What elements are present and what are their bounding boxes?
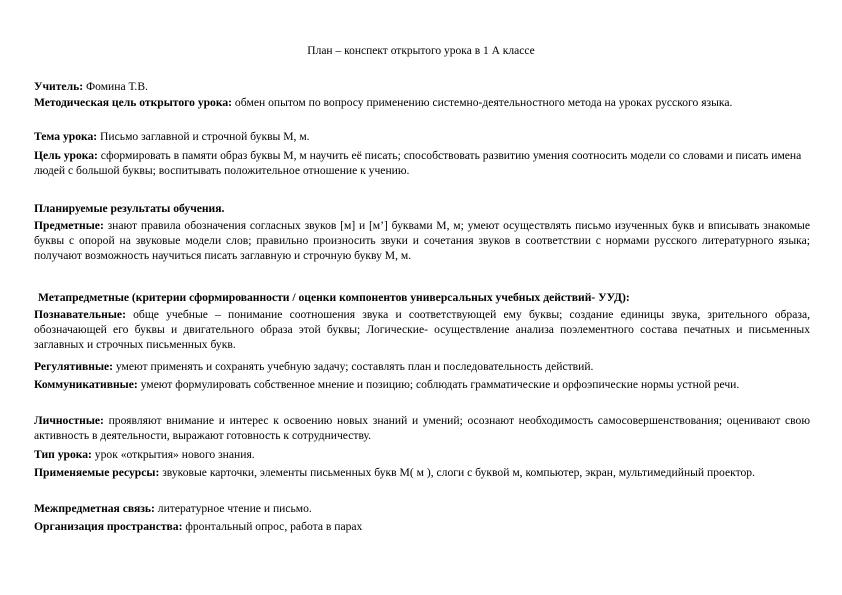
- method-goal-text: обмен опытом по вопросу применению системно-деятельностного метода на уроках русского языка.: [232, 96, 733, 109]
- communicative-label: Коммуникативные:: [34, 378, 138, 391]
- lesson-type-text: урок «открытия» нового знания.: [91, 448, 255, 461]
- lesson-type-line: [34, 447, 810, 462]
- lesson-goal-label: Цель урока:: [34, 149, 98, 162]
- lesson-goal-paragraph: [34, 148, 810, 178]
- method-goal-label: Методическая цель открытого урока:: [34, 96, 233, 109]
- cognitive-label: Познавательные:: [34, 308, 126, 321]
- regulative-label: Регулятивные:: [34, 360, 113, 373]
- teacher-line: [34, 79, 810, 94]
- communicative-paragraph: [34, 377, 810, 392]
- space-line: [34, 519, 810, 534]
- topic-line: [34, 129, 810, 144]
- resources-text: звуковые карточки, элементы письменных букв М( м ), слоги с буквой м, компьютер, экран, мультимедийный проектор.: [159, 466, 756, 479]
- subject-text: знают правила обозначения согласных звуков [м] и [м’] буквами М, м; умеют осуществлять письмо изученных букв и вписывать знакомые буквы с опорой на звуковые модели слов; правильно произносить звуки и сочетания звуков в соответствии с нормами русского литературного языка; получают возможность научиться писать заглавную и строчную букву М, м.: [34, 219, 810, 263]
- subject-results-paragraph: [34, 218, 810, 264]
- interdisciplinary-line: [34, 501, 810, 516]
- space-text: фронтальный опрос, работа в парах: [182, 520, 363, 533]
- personal-paragraph: [34, 413, 810, 443]
- resources-paragraph: [34, 465, 810, 480]
- subject-label: Предметные:: [34, 219, 104, 232]
- method-goal-paragraph: [34, 95, 779, 110]
- teacher-text: Фомина Т.В.: [83, 80, 148, 93]
- communicative-text: умеют формулировать собственное мнение и позицию; соблюдать грамматические и орфоэпические нормы устной речи.: [137, 378, 740, 391]
- lesson-goal-text: сформировать в памяти образ буквы М, м научить её писать; способствовать развитию умения соотносить модели со словами и писать имена людей с большой буквы; воспитывать положительное отношение к учению.: [34, 149, 802, 178]
- page-title: План – конспект открытого урока в 1 А классе: [307, 45, 535, 57]
- regulative-line: [34, 359, 810, 374]
- personal-text: проявляют внимание и интерес к освоению новых знаний и умений; осознают необходимость самосовершенствования; оценивают свою активность в деятельности, выражают готовность к сотрудничеству.: [34, 414, 810, 443]
- topic-text: Письмо заглавной и строчной буквы М, м.: [97, 130, 310, 143]
- personal-label: Личностные:: [34, 414, 104, 427]
- lesson-type-label: Тип урока:: [34, 448, 92, 461]
- interdisciplinary-label: Межпредметная связь:: [34, 502, 155, 515]
- regulative-text: умеют применять и сохранять учебную задачу; составлять план и последовательность действий.: [113, 360, 594, 373]
- cognitive-paragraph: [34, 307, 810, 353]
- topic-label: Тема урока:: [34, 130, 98, 143]
- resources-label: Применяемые ресурсы:: [34, 466, 160, 479]
- space-label: Организация пространства:: [34, 520, 183, 533]
- meta-heading: Метапредметные (критерии сформированности / оценки компонентов универсальных учебных действий- УУД):: [38, 291, 630, 304]
- cognitive-text: обще учебные – понимание соотношения звука и соответствующей ему буквы; создание единицы звука, зрительного образа, обозначающей его буквы и двигательного образа этой буквы; Логические- осуществление анализа поэлементного состава печатных и письменных заглавных и строчных письменных букв.: [34, 308, 810, 352]
- interdisciplinary-text: литературное чтение и письмо.: [154, 502, 312, 515]
- teacher-label: Учитель:: [34, 80, 84, 93]
- results-heading: Планируемые результаты обучения.: [34, 202, 225, 215]
